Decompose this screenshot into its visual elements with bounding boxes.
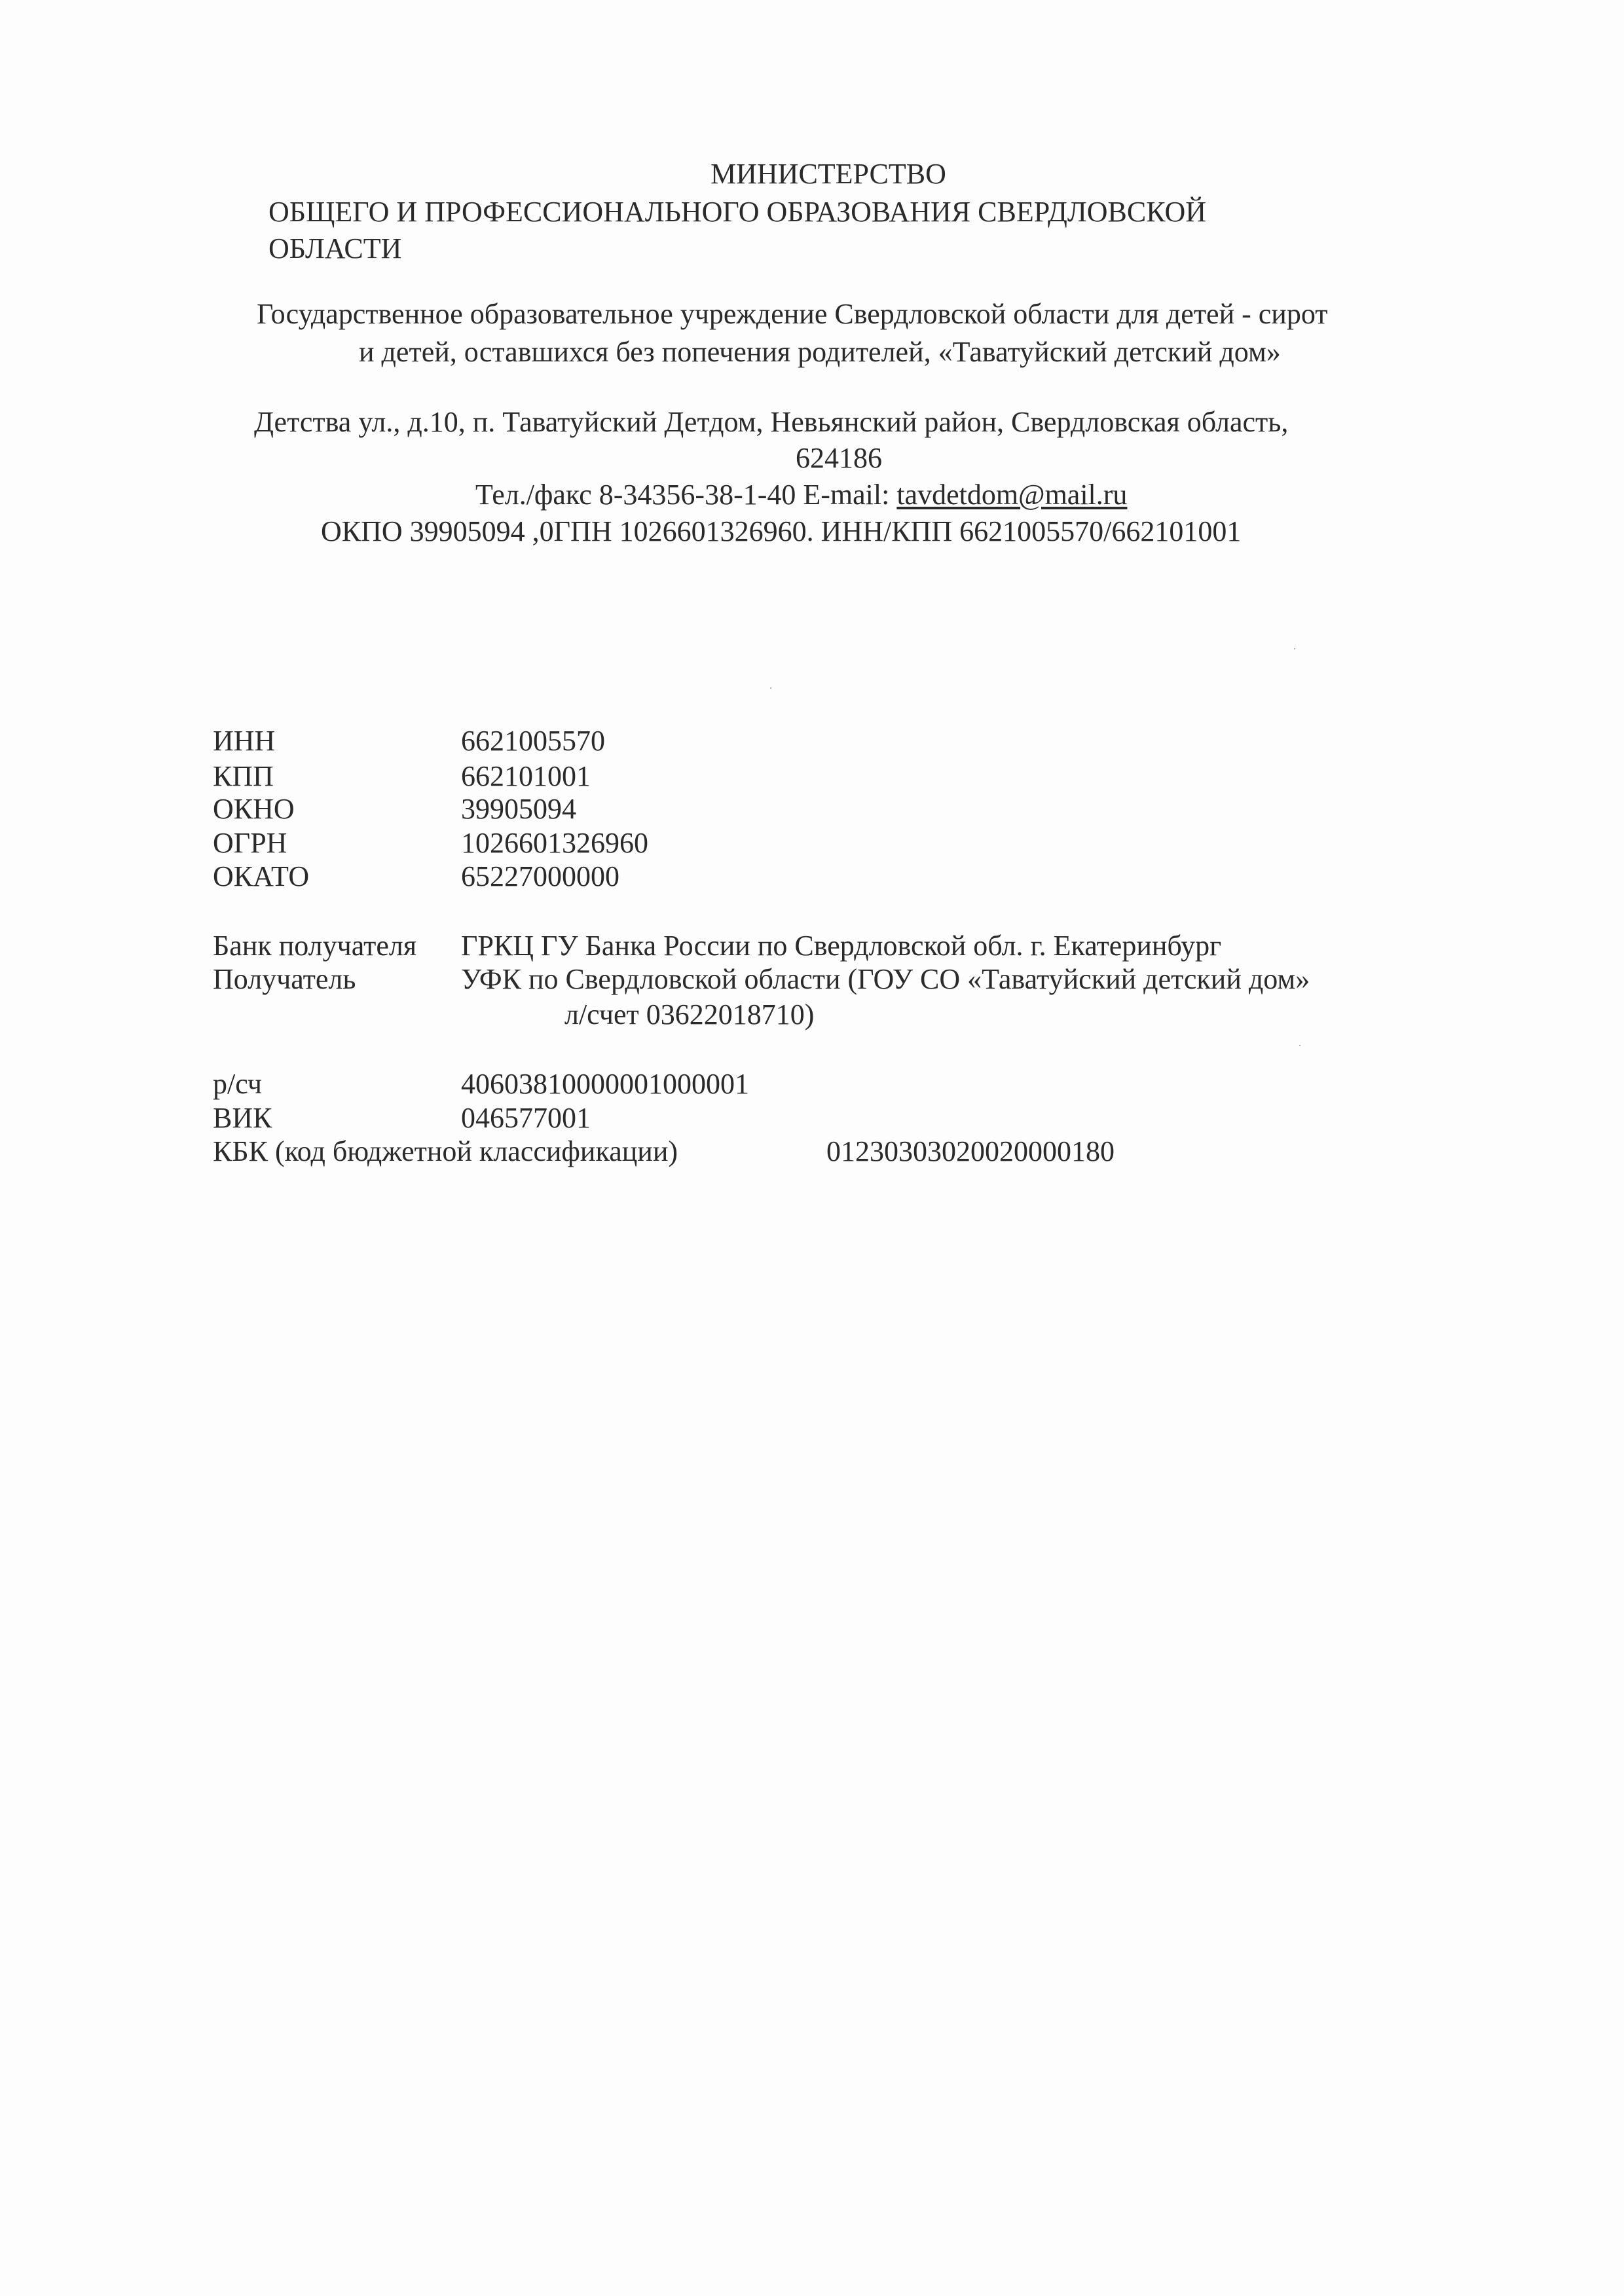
bik-value: 046577001 <box>461 1102 591 1134</box>
scan-speck <box>1299 1045 1301 1046</box>
scan-speck <box>1294 648 1295 649</box>
kbk-label: КБК (код бюджетной классификации) <box>213 1135 678 1167</box>
rs-value: 40603810000001000001 <box>461 1068 749 1100</box>
okno-value: 39905094 <box>461 793 576 825</box>
scan-speck <box>770 687 771 689</box>
phone-text: Тел./факс 8-34356-38-1-40 E-mail: <box>475 479 897 511</box>
rs-label: р/сч <box>213 1068 263 1100</box>
contact-line <box>475 481 1127 509</box>
registry-codes: ОКПО 39905094 ,0ГПН 1026601326960. ИНН/КПП 6621005570/662101001 <box>321 515 1242 547</box>
kbk-value: 01230303020020000180 <box>826 1135 1115 1167</box>
bik-label: ВИК <box>213 1102 272 1134</box>
address-line: Детства ул., д.10, п. Таватуйский Детдом, Невьянский район, Свердловская область, <box>254 406 1289 438</box>
ministry-subtitle-cont: ОБЛАСТИ <box>268 232 402 264</box>
institution-name-line2: и детей, оставшихся без попечения родителей, «Таватуйский детский дом» <box>359 336 1281 368</box>
postal-code: 624186 <box>796 442 882 474</box>
recipient-value: УФК по Свердловской области (ГОУ СО «Таватуйский детский дом» <box>461 963 1310 995</box>
inn-label: ИНН <box>213 725 276 757</box>
okato-value: 65227000000 <box>461 860 619 892</box>
kpp-label: КПП <box>213 760 274 792</box>
recipient-label: Получатель <box>213 963 356 995</box>
kpp-value: 662101001 <box>461 760 591 792</box>
ministry-title: МИНИСТЕРСТВО <box>710 158 946 190</box>
email-link[interactable]: tavdetdom@mail.ru <box>896 479 1128 511</box>
ogrn-label: ОГРН <box>213 827 287 859</box>
okato-label: ОКАТО <box>213 860 310 892</box>
bank-value: ГРКЦ ГУ Банка России по Свердловской обл. г. Екатеринбург <box>461 930 1222 962</box>
ogrn-value: 1026601326960 <box>461 827 648 859</box>
ministry-subtitle: ОБЩЕГО И ПРОФЕССИОНАЛЬНОГО ОБРАЗОВАНИЯ СВЕРДЛОВСКОЙ <box>268 196 1206 228</box>
bank-label: Банк получателя <box>213 930 417 962</box>
institution-name-line1: Государственное образовательное учреждение Свердловской области для детей - сирот <box>257 298 1328 330</box>
recipient-account: л/счет 03622018710) <box>564 998 815 1030</box>
okno-label: ОКНО <box>213 793 295 825</box>
inn-value: 6621005570 <box>461 725 605 757</box>
